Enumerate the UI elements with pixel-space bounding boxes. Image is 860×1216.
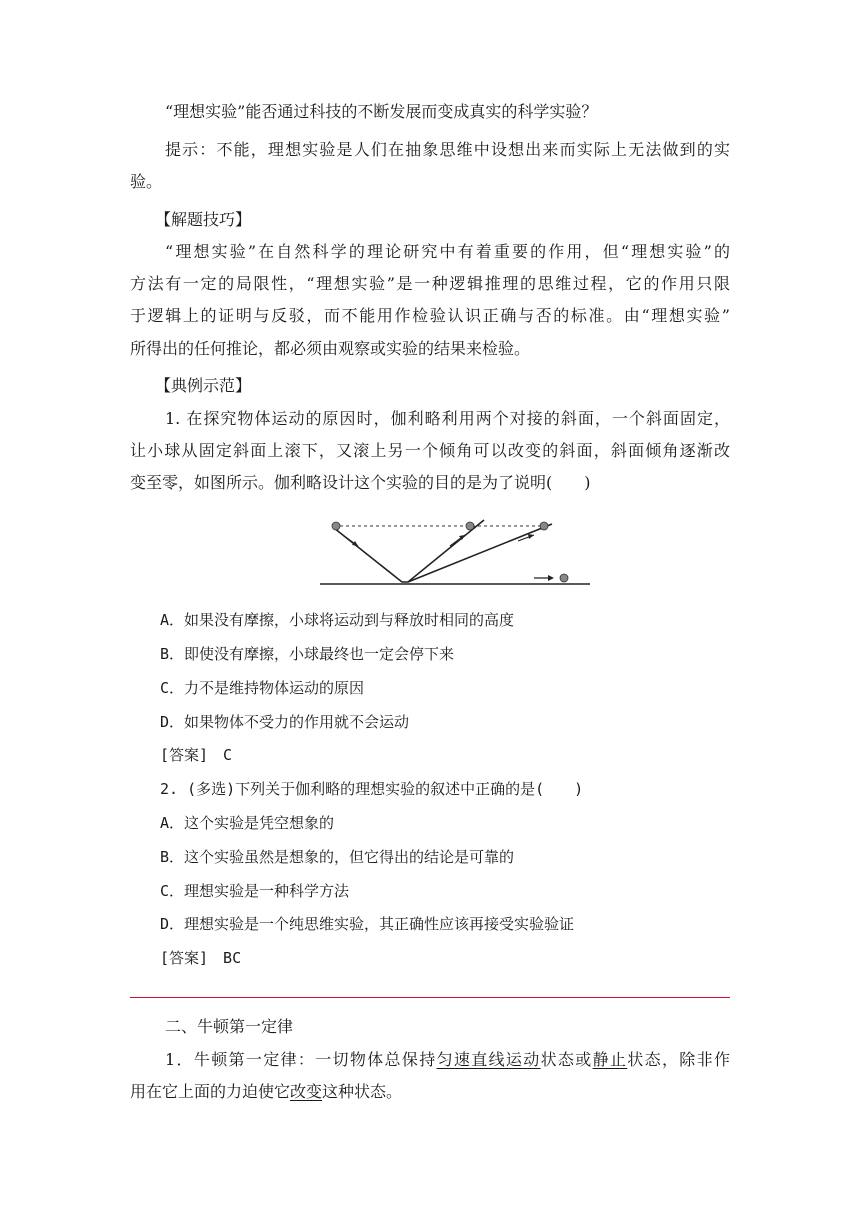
law-line2-suffix: 这种状态。 (322, 1082, 403, 1101)
arrowhead-horizontal (548, 575, 554, 581)
steep-ramps (334, 520, 484, 582)
example1-option-a: A．如果没有摩擦，小球将运动到与释放时相同的高度 (160, 611, 515, 629)
tips-line-2: 方法有一定的局限性，“理想实验”是一种逻辑推理的思维过程，它的作用只限 (130, 274, 730, 293)
example2-option-a: A．这个实验是凭空想象的 (160, 814, 335, 832)
tips-heading: 【解题技巧】 (155, 210, 252, 229)
example-heading: 【典例示范】 (155, 376, 252, 395)
law-mid-2: 状态，除非作 (627, 1050, 730, 1069)
ball-horizontal (560, 574, 568, 582)
tips-line-1: “理想实验”在自然科学的理论研究中有着重要的作用，但“理想实验”的 (165, 242, 730, 261)
ball-shallow-end (540, 522, 548, 530)
example2-answer: [答案] BC (160, 949, 242, 967)
example1-option-b: B．即使没有摩擦，小球最终也一定会停下来 (160, 645, 455, 663)
example1-answer: [答案] C (160, 746, 233, 764)
shallow-ramp (408, 524, 552, 582)
law-line2-prefix: 用在它上面的力迫使它 (130, 1082, 291, 1101)
hint-line-1: 提示：不能，理想实验是人们在抽象思维中设想出来而实际上无法做到的实 (165, 140, 730, 159)
law-prefix: 1．牛顿第一定律：一切物体总保持 (165, 1050, 437, 1069)
example1-line-1: 1. 在探究物体运动的原因时，伽利略利用两个对接的斜面，一个斜面固定， (165, 409, 730, 428)
example2-option-d: D．理想实验是一个纯思维实验，其正确性应该再接受实验验证 (160, 915, 575, 933)
hint-line-2: 验。 (130, 172, 163, 191)
example2-question: 2. (多选)下列关于伽利略的理想实验的叙述中正确的是( ) (160, 780, 584, 798)
tips-line-3: 于逻辑上的证明与反驳，而不能用作检验认识正确与否的标准。由“理想实验” (130, 306, 730, 325)
tips-line-4: 所得出的任何推论，都必须由观察或实验的结果来检验。 (130, 339, 531, 358)
ball-start (332, 522, 340, 530)
ball-steep-end (466, 522, 474, 530)
example1-line-3: 变至零，如图所示。伽利略设计这个实验的目的是为了说明( ) (130, 473, 591, 492)
section2-heading: 二、牛顿第一定律 (165, 1017, 294, 1036)
blank-rest: 静止 (592, 1050, 628, 1069)
example1-option-c: C．力不是维持物体运动的原因 (160, 679, 365, 697)
example2-option-c: C．理想实验是一种科学方法 (160, 882, 350, 900)
newton-law-line-1 (165, 1050, 730, 1070)
law-mid-1: 状态或 (540, 1050, 593, 1069)
galileo-inclined-plane-figure (320, 508, 590, 598)
blank-change: 改变 (290, 1082, 323, 1101)
newton-law-line-2 (130, 1082, 730, 1102)
blank-uniform-linear-motion: 匀速直线运动 (436, 1050, 541, 1069)
example1-option-d: D．如果物体不受力的作用就不会运动 (160, 713, 410, 731)
section-divider (130, 997, 730, 998)
example2-option-b: B．这个实验虽然是想象的，但它得出的结论是可靠的 (160, 848, 515, 866)
example1-line-2: 让小球从固定斜面上滚下，又滚上另一个倾角可以改变的斜面，斜面倾角逐渐改 (130, 441, 730, 460)
question-ideal-experiment: “理想实验”能否通过科技的不断发展而变成真实的科学实验？ (165, 102, 598, 121)
